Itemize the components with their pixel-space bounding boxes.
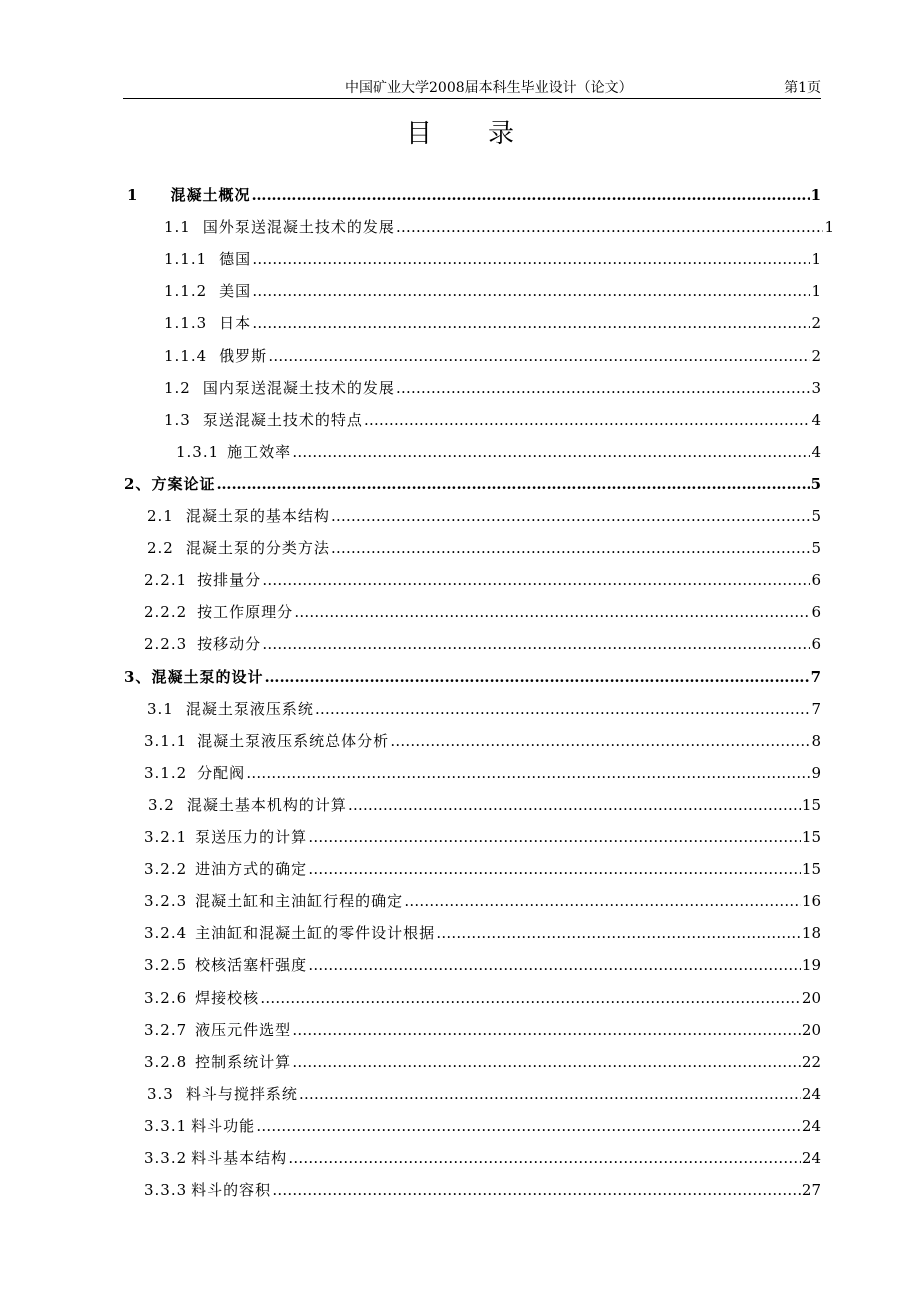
toc-entry-page: 15 <box>801 860 821 879</box>
toc-entry-page: 15 <box>801 828 821 846</box>
toc-entry-number: 2.2.3 <box>144 635 188 654</box>
toc-entry-title: 施工效率 <box>227 442 292 461</box>
toc-title: 目录 <box>405 119 570 149</box>
toc-leader-dots <box>315 700 811 718</box>
toc-entry-page: 1 <box>824 218 834 237</box>
toc-entry-number: 3.2.6 <box>144 988 188 1007</box>
toc-entry-number: 2.2.1 <box>144 571 188 590</box>
toc-entry-title: 俄罗斯 <box>219 346 268 365</box>
toc-entry-title: 混凝土泵的基本结构 <box>185 507 330 525</box>
toc-entry-page: 27 <box>801 1181 821 1200</box>
toc-entry[interactable] <box>144 954 821 984</box>
toc-leader-dots <box>331 507 811 525</box>
toc-leader-dots <box>288 1149 801 1167</box>
toc-entry-title: 分配阀 <box>197 763 246 782</box>
toc-entry-number: 2.1 <box>147 507 174 525</box>
toc-leader-dots <box>252 282 810 300</box>
toc-entry[interactable] <box>144 762 821 792</box>
toc-entry-number: 2.2 <box>147 539 174 558</box>
toc-entry-title: 混凝土泵的分类方法 <box>185 539 330 558</box>
toc-leader-dots <box>256 1117 801 1135</box>
header-page-number: 第1页 <box>784 80 821 96</box>
toc-leader-dots <box>436 924 801 942</box>
toc-leader-dots <box>268 347 810 365</box>
toc-leader-dots <box>308 860 801 878</box>
toc-leader-dots <box>364 411 811 429</box>
toc-entry-number: 3.3.3 <box>144 1181 188 1200</box>
toc-entry-number: 1.1.1 <box>164 250 208 269</box>
toc-entry-number: 2.2.2 <box>144 603 188 622</box>
toc-entry-title: 混凝土基本机构的计算 <box>186 795 347 814</box>
toc-entry-number: 1.1.3 <box>164 314 208 333</box>
toc-leader-dots <box>348 796 801 814</box>
toc-entry-title: 德国 <box>219 250 252 269</box>
toc-leader-dots <box>331 539 811 557</box>
toc-leader-dots <box>396 379 811 397</box>
toc-leader-dots <box>251 186 809 204</box>
toc-entry-number: 3.1 <box>147 699 174 718</box>
toc-entry[interactable] <box>147 537 821 567</box>
toc-entry[interactable] <box>176 441 821 471</box>
toc-entry[interactable] <box>144 826 821 856</box>
toc-entry-page: 15 <box>801 795 821 814</box>
toc-entry[interactable] <box>144 922 821 952</box>
toc-entry-number: 1 <box>127 186 139 204</box>
toc-entry-title: 日本 <box>219 314 252 333</box>
toc-entry-number: 3.3 <box>147 1084 174 1103</box>
toc-entry-page: 5 <box>811 507 821 525</box>
toc-entry-title: 按排量分 <box>197 571 262 590</box>
toc-leader-dots <box>404 892 801 910</box>
toc-entry-page: 20 <box>801 988 821 1007</box>
toc-entry-number: 1.3.1 <box>176 442 220 461</box>
toc-entry-number: 1.3 <box>164 410 191 429</box>
toc-entry-page: 24 <box>801 1116 821 1135</box>
toc-entry-number: 3.3.1 <box>144 1116 188 1135</box>
toc-entry-page: 6 <box>811 603 821 622</box>
toc-entry[interactable] <box>144 1051 821 1081</box>
toc-leader-dots <box>264 668 809 686</box>
toc-entry-title: 料斗的容积 <box>191 1181 272 1200</box>
toc-entry-page: 9 <box>811 763 821 782</box>
toc-entry-number: 3.2.2 <box>144 860 188 879</box>
toc-leader-dots <box>216 475 809 493</box>
toc-entry[interactable] <box>144 1147 821 1177</box>
toc-entry-number: 3.2 <box>148 795 175 814</box>
toc-entry[interactable] <box>147 1083 821 1113</box>
toc-leader-dots <box>299 1085 801 1103</box>
toc-entry-title: 液压元件选型 <box>195 1020 292 1039</box>
toc-entry-page: 8 <box>811 731 821 750</box>
page-header <box>123 74 821 99</box>
toc-entry-title: 混凝土缸和主油缸行程的确定 <box>195 892 404 911</box>
toc-entry[interactable] <box>164 280 821 310</box>
toc-entry-page: 5 <box>810 474 821 493</box>
toc-entry-number: 1.2 <box>164 378 191 397</box>
toc-entry[interactable] <box>144 601 821 631</box>
toc-entry[interactable] <box>144 730 821 760</box>
toc-entry-number: 3.1.2 <box>144 763 188 782</box>
toc-leader-dots <box>390 732 810 750</box>
toc-entry-title: 料斗基本结构 <box>191 1149 288 1167</box>
toc-entry-page: 2 <box>811 314 821 333</box>
toc-entry[interactable] <box>144 1179 821 1209</box>
toc-leader-dots <box>294 603 810 621</box>
toc-entry[interactable] <box>164 312 821 342</box>
toc-entry-page: 24 <box>801 1084 821 1103</box>
toc-entry[interactable] <box>124 473 821 503</box>
toc-leader-dots <box>308 828 801 846</box>
toc-entry-page: 20 <box>801 1020 821 1039</box>
toc-entry[interactable] <box>164 248 821 278</box>
toc-entry-page: 24 <box>801 1149 821 1167</box>
toc-entry-title: 料斗与搅拌系统 <box>185 1084 298 1103</box>
toc-entry[interactable] <box>148 794 821 824</box>
toc-entry-page: 1 <box>811 250 821 269</box>
toc-entry-title: 混凝土泵液压系统 <box>185 699 314 718</box>
toc-entry-page: 16 <box>801 892 821 911</box>
toc-entry[interactable] <box>147 505 821 535</box>
toc-entry-title: 混凝土概况 <box>170 186 251 204</box>
toc-leader-dots <box>292 1053 801 1071</box>
toc-entry[interactable] <box>164 377 821 407</box>
toc-entry-number: 3、 <box>124 667 152 686</box>
toc-entry-number: 3.2.4 <box>144 924 188 943</box>
toc-entry-number: 1.1.4 <box>164 346 208 365</box>
toc-entry-title: 混凝土泵液压系统总体分析 <box>197 731 390 750</box>
toc-entry-title: 按移动分 <box>197 635 262 654</box>
toc-entry-page: 1 <box>810 186 821 204</box>
toc-leader-dots <box>272 1181 801 1199</box>
toc-entry-page: 22 <box>801 1052 821 1071</box>
toc-entry-title: 泵送混凝土技术的特点 <box>202 410 363 429</box>
toc-entry-page: 6 <box>811 571 821 590</box>
toc-leader-dots <box>292 1021 801 1039</box>
toc-entry[interactable] <box>144 1115 821 1145</box>
toc-entry[interactable] <box>144 1019 821 1049</box>
toc-entry-number: 1.1 <box>164 218 191 237</box>
toc-entry-page: 4 <box>811 442 821 461</box>
toc-entry-page: 2 <box>811 346 821 365</box>
toc-leader-dots <box>260 989 801 1007</box>
toc-entry-number: 2、 <box>124 474 152 493</box>
toc-entry-title: 主油缸和混凝土缸的零件设计根据 <box>195 924 436 943</box>
toc-entry[interactable] <box>144 569 821 599</box>
toc-entry-number: 3.2.1 <box>144 828 188 846</box>
toc-entry-page: 5 <box>811 539 821 558</box>
toc-entry-title: 国内泵送混凝土技术的发展 <box>202 378 395 397</box>
toc-entry-number: 1.1.2 <box>164 282 208 301</box>
toc-entry[interactable] <box>127 184 821 214</box>
toc-entry-page: 7 <box>811 699 821 718</box>
toc-entry[interactable] <box>164 345 821 375</box>
toc-entry-number: 3.2.8 <box>144 1052 188 1071</box>
toc-entry[interactable] <box>164 409 821 439</box>
toc-leader-dots <box>262 571 810 589</box>
toc-entry-title: 校核活塞杆强度 <box>195 956 308 975</box>
toc-leader-dots <box>292 443 810 461</box>
header-title: 中国矿业大学2008届本科生毕业设计（论文） <box>345 80 633 96</box>
toc-entry-number: 3.3.2 <box>144 1149 188 1167</box>
toc-leader-dots <box>396 218 824 236</box>
toc-leader-dots <box>246 764 810 782</box>
toc-entry-page: 19 <box>801 956 821 975</box>
toc-entry[interactable] <box>144 858 821 888</box>
toc-entry-page: 3 <box>811 378 821 397</box>
toc-entry-page: 7 <box>810 667 821 686</box>
toc-leader-dots <box>252 314 810 332</box>
toc-entry[interactable] <box>164 216 834 246</box>
toc-entry-number: 3.2.3 <box>144 892 188 911</box>
toc-entry-title: 控制系统计算 <box>195 1052 292 1071</box>
toc-leader-dots <box>262 635 810 653</box>
toc-entry-title: 国外泵送混凝土技术的发展 <box>202 218 395 237</box>
toc-entry[interactable] <box>144 987 821 1017</box>
toc-entry-title: 美国 <box>219 282 252 301</box>
toc-entry-number: 3.2.5 <box>144 956 188 975</box>
toc-entry[interactable] <box>144 890 821 920</box>
toc-entry-title: 混凝土泵的设计 <box>151 667 264 686</box>
toc-entry-page: 4 <box>811 410 821 429</box>
toc-entry-title: 泵送压力的计算 <box>195 828 308 846</box>
toc-entry-number: 3.1.1 <box>144 731 188 750</box>
toc-entry-page: 1 <box>811 282 821 301</box>
toc-entry-title: 进油方式的确定 <box>195 860 308 879</box>
toc-entry[interactable] <box>144 633 821 663</box>
toc-entry-number: 3.2.7 <box>144 1020 188 1039</box>
toc-entry[interactable] <box>147 698 821 728</box>
toc-entry-title: 按工作原理分 <box>197 603 294 622</box>
toc-entry-page: 18 <box>801 924 821 943</box>
toc-entry-title: 方案论证 <box>151 474 216 493</box>
toc-leader-dots <box>252 250 810 268</box>
toc-entry-page: 6 <box>811 635 821 654</box>
toc-entry[interactable] <box>124 666 821 696</box>
toc-leader-dots <box>308 956 801 974</box>
toc-entry-title: 焊接校核 <box>195 988 260 1007</box>
toc-entry-title: 料斗功能 <box>191 1116 256 1135</box>
